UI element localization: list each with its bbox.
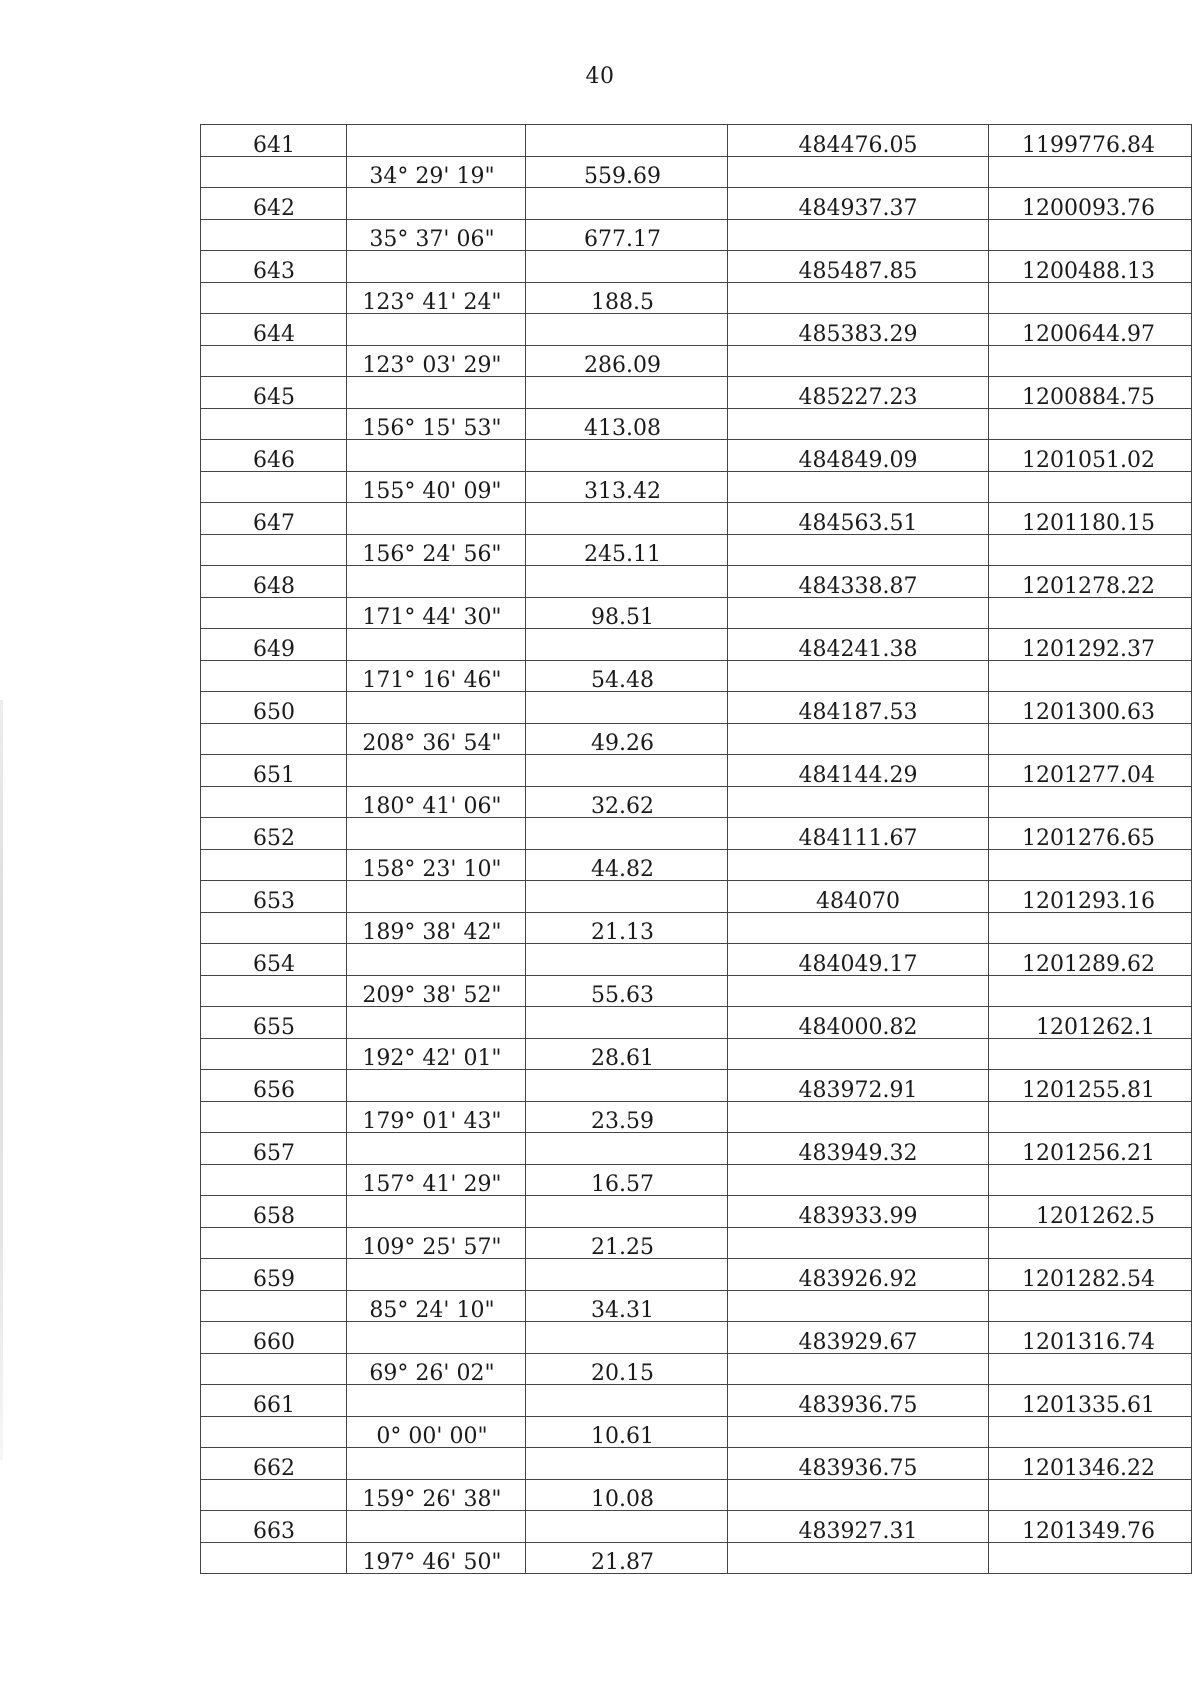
distance-cell: 28.61: [526, 1038, 728, 1070]
table-row-segment: [201, 723, 1192, 755]
bearing-cell: [347, 1070, 526, 1102]
point-number-cell: 659: [201, 1259, 347, 1291]
y-coordinate-cell: 1200884.75: [989, 377, 1192, 409]
bearing-cell: 157° 41' 29": [347, 1164, 526, 1196]
point-number-cell: [201, 597, 347, 629]
y-coordinate-cell: 1201292.37: [989, 629, 1192, 661]
x-coordinate-cell: 483972.91: [728, 1070, 989, 1102]
y-coordinate-cell: 1201282.54: [989, 1259, 1192, 1291]
point-number-cell: 652: [201, 818, 347, 850]
point-number-cell: 658: [201, 1196, 347, 1228]
distance-cell: 10.61: [526, 1416, 728, 1448]
x-coordinate-cell: [728, 597, 989, 629]
y-coordinate-cell: 1201278.22: [989, 566, 1192, 598]
bearing-cell: 158° 23' 10": [347, 849, 526, 881]
point-number-cell: 642: [201, 188, 347, 220]
point-number-cell: [201, 660, 347, 692]
point-number-cell: 643: [201, 251, 347, 283]
x-coordinate-cell: [728, 1038, 989, 1070]
distance-cell: [526, 377, 728, 409]
point-number-cell: [201, 1290, 347, 1322]
distance-cell: [526, 188, 728, 220]
x-coordinate-cell: 484241.38: [728, 629, 989, 661]
table-row-point: [201, 944, 1192, 976]
point-number-cell: [201, 1101, 347, 1133]
point-number-cell: [201, 912, 347, 944]
y-coordinate-cell: [989, 1416, 1192, 1448]
table-row-segment: [201, 912, 1192, 944]
distance-cell: [526, 1511, 728, 1543]
distance-cell: [526, 629, 728, 661]
bearing-cell: 123° 41' 24": [347, 282, 526, 314]
distance-cell: [526, 314, 728, 346]
x-coordinate-cell: [728, 471, 989, 503]
bearing-cell: 69° 26' 02": [347, 1353, 526, 1385]
table-row-segment: [201, 975, 1192, 1007]
distance-cell: 55.63: [526, 975, 728, 1007]
table-row-point: [201, 1448, 1192, 1480]
y-coordinate-cell: 1201262.5: [989, 1196, 1192, 1228]
bearing-cell: 189° 38' 42": [347, 912, 526, 944]
distance-cell: 23.59: [526, 1101, 728, 1133]
distance-cell: 10.08: [526, 1479, 728, 1511]
bearing-cell: [347, 881, 526, 913]
point-number-cell: 654: [201, 944, 347, 976]
x-coordinate-cell: [728, 660, 989, 692]
point-number-cell: 649: [201, 629, 347, 661]
x-coordinate-cell: 483933.99: [728, 1196, 989, 1228]
point-number-cell: 663: [201, 1511, 347, 1543]
bearing-cell: 109° 25' 57": [347, 1227, 526, 1259]
distance-cell: 677.17: [526, 219, 728, 251]
y-coordinate-cell: [989, 345, 1192, 377]
table-row-segment: [201, 534, 1192, 566]
point-number-cell: [201, 975, 347, 1007]
bearing-cell: [347, 1196, 526, 1228]
distance-cell: 313.42: [526, 471, 728, 503]
bearing-cell: [347, 440, 526, 472]
table-row-point: [201, 1007, 1192, 1039]
point-number-cell: [201, 282, 347, 314]
distance-cell: 413.08: [526, 408, 728, 440]
distance-cell: 21.13: [526, 912, 728, 944]
y-coordinate-cell: 1201289.62: [989, 944, 1192, 976]
x-coordinate-cell: [728, 156, 989, 188]
bearing-cell: 156° 15' 53": [347, 408, 526, 440]
point-number-cell: 644: [201, 314, 347, 346]
y-coordinate-cell: [989, 849, 1192, 881]
bearing-cell: [347, 692, 526, 724]
point-number-cell: 660: [201, 1322, 347, 1354]
x-coordinate-cell: [728, 282, 989, 314]
point-number-cell: 661: [201, 1385, 347, 1417]
point-number-cell: 650: [201, 692, 347, 724]
y-coordinate-cell: [989, 660, 1192, 692]
table-row-segment: [201, 1164, 1192, 1196]
x-coordinate-cell: 483926.92: [728, 1259, 989, 1291]
table-row-segment: [201, 345, 1192, 377]
table-row-point: [201, 377, 1192, 409]
table-row-point: [201, 629, 1192, 661]
x-coordinate-cell: [728, 786, 989, 818]
y-coordinate-cell: 1201300.63: [989, 692, 1192, 724]
bearing-cell: 155° 40' 09": [347, 471, 526, 503]
x-coordinate-cell: 484187.53: [728, 692, 989, 724]
table-row-point: [201, 503, 1192, 535]
y-coordinate-cell: [989, 471, 1192, 503]
y-coordinate-cell: [989, 975, 1192, 1007]
bearing-cell: 192° 42' 01": [347, 1038, 526, 1070]
bearing-cell: 197° 46' 50": [347, 1542, 526, 1574]
bearing-cell: [347, 125, 526, 157]
x-coordinate-cell: 484849.09: [728, 440, 989, 472]
point-number-cell: [201, 534, 347, 566]
x-coordinate-cell: 484937.37: [728, 188, 989, 220]
y-coordinate-cell: 1200488.13: [989, 251, 1192, 283]
table-row-segment: [201, 408, 1192, 440]
x-coordinate-cell: 483936.75: [728, 1385, 989, 1417]
point-number-cell: 653: [201, 881, 347, 913]
distance-cell: [526, 566, 728, 598]
y-coordinate-cell: 1201293.16: [989, 881, 1192, 913]
table-row-segment: [201, 1416, 1192, 1448]
table-row-point: [201, 188, 1192, 220]
y-coordinate-cell: 1201255.81: [989, 1070, 1192, 1102]
x-coordinate-cell: 484070: [728, 881, 989, 913]
bearing-cell: [347, 629, 526, 661]
distance-cell: [526, 1322, 728, 1354]
distance-cell: [526, 1007, 728, 1039]
table-row-point: [201, 125, 1192, 157]
y-coordinate-cell: [989, 723, 1192, 755]
x-coordinate-cell: 484476.05: [728, 125, 989, 157]
distance-cell: [526, 1385, 728, 1417]
point-number-cell: 655: [201, 1007, 347, 1039]
bearing-cell: [347, 1133, 526, 1165]
bearing-cell: [347, 503, 526, 535]
distance-cell: [526, 1133, 728, 1165]
distance-cell: [526, 944, 728, 976]
distance-cell: [526, 503, 728, 535]
distance-cell: [526, 755, 728, 787]
distance-cell: 34.31: [526, 1290, 728, 1322]
table-row-point: [201, 818, 1192, 850]
bearing-cell: [347, 566, 526, 598]
x-coordinate-cell: [728, 1542, 989, 1574]
y-coordinate-cell: 1199776.84: [989, 125, 1192, 157]
x-coordinate-cell: 484000.82: [728, 1007, 989, 1039]
x-coordinate-cell: 483929.67: [728, 1322, 989, 1354]
point-number-cell: [201, 156, 347, 188]
point-number-cell: 651: [201, 755, 347, 787]
distance-cell: 245.11: [526, 534, 728, 566]
x-coordinate-cell: 484144.29: [728, 755, 989, 787]
distance-cell: [526, 1259, 728, 1291]
point-number-cell: 657: [201, 1133, 347, 1165]
bearing-cell: 171° 44' 30": [347, 597, 526, 629]
y-coordinate-cell: 1201277.04: [989, 755, 1192, 787]
bearing-cell: [347, 1259, 526, 1291]
x-coordinate-cell: [728, 912, 989, 944]
x-coordinate-cell: 483949.32: [728, 1133, 989, 1165]
distance-cell: [526, 692, 728, 724]
x-coordinate-cell: 483936.75: [728, 1448, 989, 1480]
table-row-point: [201, 692, 1192, 724]
table-row-point: [201, 251, 1192, 283]
y-coordinate-cell: [989, 1479, 1192, 1511]
table-row-point: [201, 1259, 1192, 1291]
x-coordinate-cell: [728, 1290, 989, 1322]
point-number-cell: [201, 1038, 347, 1070]
x-coordinate-cell: [728, 1101, 989, 1133]
distance-cell: 16.57: [526, 1164, 728, 1196]
y-coordinate-cell: 1201180.15: [989, 503, 1192, 535]
bearing-cell: [347, 944, 526, 976]
x-coordinate-cell: [728, 1227, 989, 1259]
table-row-segment: [201, 471, 1192, 503]
y-coordinate-cell: [989, 534, 1192, 566]
table-row-segment: [201, 219, 1192, 251]
distance-cell: 21.87: [526, 1542, 728, 1574]
x-coordinate-cell: 485487.85: [728, 251, 989, 283]
y-coordinate-cell: 1201346.22: [989, 1448, 1192, 1480]
distance-cell: [526, 125, 728, 157]
distance-cell: [526, 1070, 728, 1102]
distance-cell: [526, 251, 728, 283]
bearing-cell: 208° 36' 54": [347, 723, 526, 755]
bearing-cell: [347, 1007, 526, 1039]
distance-cell: 286.09: [526, 345, 728, 377]
distance-cell: 49.26: [526, 723, 728, 755]
bearing-cell: 156° 24' 56": [347, 534, 526, 566]
point-number-cell: [201, 471, 347, 503]
distance-cell: [526, 1196, 728, 1228]
y-coordinate-cell: [989, 1227, 1192, 1259]
bearing-cell: [347, 251, 526, 283]
x-coordinate-cell: [728, 1416, 989, 1448]
bearing-cell: 171° 16' 46": [347, 660, 526, 692]
y-coordinate-cell: [989, 912, 1192, 944]
distance-cell: 54.48: [526, 660, 728, 692]
distance-cell: 20.15: [526, 1353, 728, 1385]
y-coordinate-cell: [989, 1101, 1192, 1133]
bearing-cell: 209° 38' 52": [347, 975, 526, 1007]
y-coordinate-cell: 1201262.1: [989, 1007, 1192, 1039]
table-row-point: [201, 566, 1192, 598]
x-coordinate-cell: [728, 1353, 989, 1385]
x-coordinate-cell: [728, 723, 989, 755]
y-coordinate-cell: 1201276.65: [989, 818, 1192, 850]
bearing-cell: [347, 314, 526, 346]
bearing-cell: 123° 03' 29": [347, 345, 526, 377]
bearing-cell: [347, 1448, 526, 1480]
y-coordinate-cell: 1201349.76: [989, 1511, 1192, 1543]
point-number-cell: 645: [201, 377, 347, 409]
point-number-cell: [201, 723, 347, 755]
table-row-segment: [201, 1479, 1192, 1511]
distance-cell: 98.51: [526, 597, 728, 629]
x-coordinate-cell: [728, 1164, 989, 1196]
y-coordinate-cell: [989, 219, 1192, 251]
x-coordinate-cell: 484049.17: [728, 944, 989, 976]
y-coordinate-cell: [989, 282, 1192, 314]
y-coordinate-cell: [989, 1290, 1192, 1322]
bearing-cell: 34° 29' 19": [347, 156, 526, 188]
point-number-cell: [201, 1353, 347, 1385]
bearing-cell: [347, 755, 526, 787]
table-row-segment: [201, 1038, 1192, 1070]
point-number-cell: [201, 219, 347, 251]
table-row-segment: [201, 1101, 1192, 1133]
table-row-segment: [201, 660, 1192, 692]
x-coordinate-cell: 483927.31: [728, 1511, 989, 1543]
table-row-point: [201, 1385, 1192, 1417]
table-row-segment: [201, 1353, 1192, 1385]
y-coordinate-cell: 1201316.74: [989, 1322, 1192, 1354]
bearing-cell: 159° 26' 38": [347, 1479, 526, 1511]
distance-cell: 188.5: [526, 282, 728, 314]
y-coordinate-cell: 1200093.76: [989, 188, 1192, 220]
table-row-point: [201, 1070, 1192, 1102]
y-coordinate-cell: [989, 786, 1192, 818]
y-coordinate-cell: [989, 1038, 1192, 1070]
table-row-segment: [201, 849, 1192, 881]
point-number-cell: [201, 1164, 347, 1196]
x-coordinate-cell: [728, 1479, 989, 1511]
bearing-cell: [347, 1385, 526, 1417]
table-row-point: [201, 1322, 1192, 1354]
table-row-segment: [201, 786, 1192, 818]
table-row-segment: [201, 597, 1192, 629]
y-coordinate-cell: 1201256.21: [989, 1133, 1192, 1165]
y-coordinate-cell: [989, 1353, 1192, 1385]
y-coordinate-cell: 1201051.02: [989, 440, 1192, 472]
y-coordinate-cell: [989, 156, 1192, 188]
bearing-cell: [347, 1511, 526, 1543]
x-coordinate-cell: 484563.51: [728, 503, 989, 535]
distance-cell: [526, 440, 728, 472]
distance-cell: 44.82: [526, 849, 728, 881]
x-coordinate-cell: [728, 849, 989, 881]
bearing-cell: 180° 41' 06": [347, 786, 526, 818]
point-number-cell: [201, 1227, 347, 1259]
distance-cell: 32.62: [526, 786, 728, 818]
table-row-point: [201, 1196, 1192, 1228]
point-number-cell: 646: [201, 440, 347, 472]
x-coordinate-cell: 485383.29: [728, 314, 989, 346]
bearing-cell: 0° 00' 00": [347, 1416, 526, 1448]
x-coordinate-cell: 484338.87: [728, 566, 989, 598]
y-coordinate-cell: [989, 1542, 1192, 1574]
bearing-cell: [347, 188, 526, 220]
table-row-point: [201, 1511, 1192, 1543]
table-row-segment: [201, 1290, 1192, 1322]
point-number-cell: 641: [201, 125, 347, 157]
x-coordinate-cell: [728, 408, 989, 440]
x-coordinate-cell: 484111.67: [728, 818, 989, 850]
distance-cell: 21.25: [526, 1227, 728, 1259]
y-coordinate-cell: 1200644.97: [989, 314, 1192, 346]
distance-cell: 559.69: [526, 156, 728, 188]
bearing-cell: [347, 1322, 526, 1354]
table-row-point: [201, 314, 1192, 346]
x-coordinate-cell: [728, 219, 989, 251]
coordinates-table: [200, 124, 1192, 1574]
x-coordinate-cell: 485227.23: [728, 377, 989, 409]
point-number-cell: 647: [201, 503, 347, 535]
point-number-cell: 656: [201, 1070, 347, 1102]
table-row-segment: [201, 282, 1192, 314]
bearing-cell: 85° 24' 10": [347, 1290, 526, 1322]
table-row-segment: [201, 1227, 1192, 1259]
bearing-cell: [347, 377, 526, 409]
coordinates-table-body: [201, 125, 1192, 1574]
bearing-cell: 179° 01' 43": [347, 1101, 526, 1133]
table-row-segment: [201, 1542, 1192, 1574]
distance-cell: [526, 1448, 728, 1480]
x-coordinate-cell: [728, 534, 989, 566]
y-coordinate-cell: 1201335.61: [989, 1385, 1192, 1417]
point-number-cell: [201, 1542, 347, 1574]
bearing-cell: 35° 37' 06": [347, 219, 526, 251]
y-coordinate-cell: [989, 408, 1192, 440]
y-coordinate-cell: [989, 1164, 1192, 1196]
point-number-cell: [201, 786, 347, 818]
distance-cell: [526, 818, 728, 850]
point-number-cell: [201, 849, 347, 881]
point-number-cell: 648: [201, 566, 347, 598]
x-coordinate-cell: [728, 345, 989, 377]
point-number-cell: [201, 408, 347, 440]
point-number-cell: [201, 345, 347, 377]
bearing-cell: [347, 818, 526, 850]
table-row-point: [201, 440, 1192, 472]
table-row-point: [201, 755, 1192, 787]
point-number-cell: [201, 1416, 347, 1448]
table-row-point: [201, 1133, 1192, 1165]
table-row-segment: [201, 156, 1192, 188]
scan-edge-shadow: [0, 700, 3, 1460]
distance-cell: [526, 881, 728, 913]
x-coordinate-cell: [728, 975, 989, 1007]
page-number: 40: [585, 64, 615, 89]
point-number-cell: 662: [201, 1448, 347, 1480]
y-coordinate-cell: [989, 597, 1192, 629]
point-number-cell: [201, 1479, 347, 1511]
table-row-point: [201, 881, 1192, 913]
